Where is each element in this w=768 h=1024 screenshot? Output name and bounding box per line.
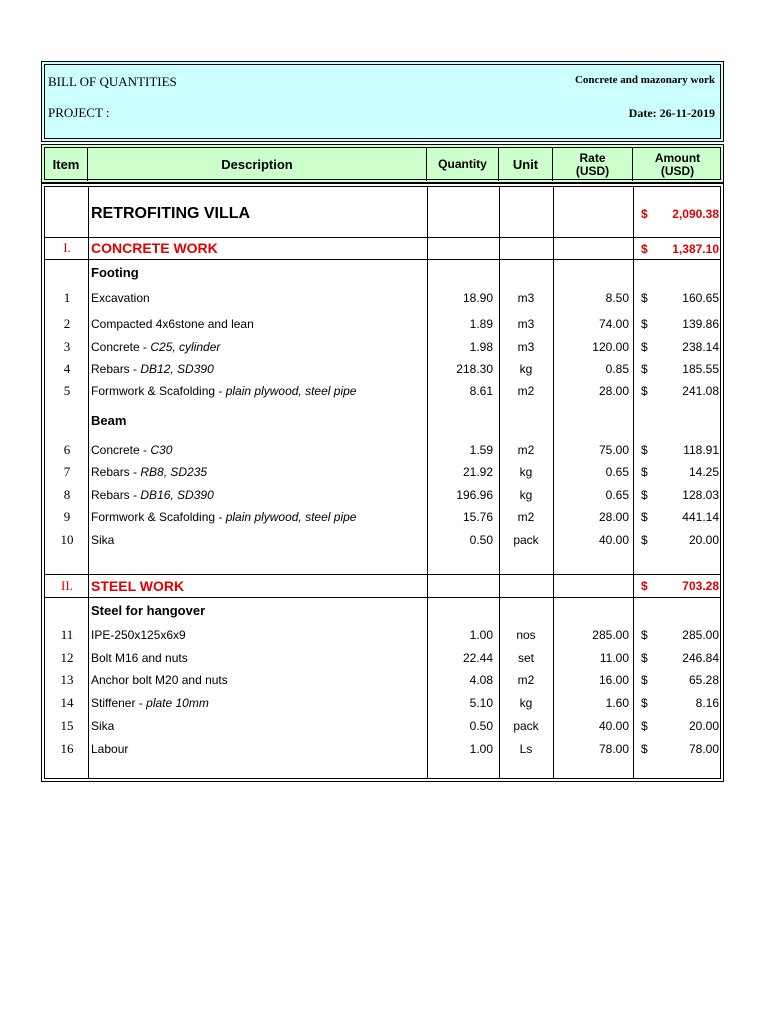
item-amount: 246.84 (682, 651, 719, 665)
col-amount (633, 148, 722, 181)
item-desc-text: Sika (91, 719, 115, 733)
column-header-row (41, 144, 724, 183)
item-quantity: 18.90 (462, 291, 493, 305)
col-unit: Unit (499, 148, 553, 181)
item-description (91, 443, 172, 457)
item-amount: 20.00 (688, 533, 719, 547)
item-description (91, 488, 214, 502)
item-number: 14 (60, 695, 74, 710)
project-amount: 2,090.38 (672, 207, 719, 221)
item-desc-spec: C30 (150, 443, 173, 457)
item-description (91, 384, 356, 398)
item-unit: nos (516, 628, 536, 642)
item-unit: kg (519, 465, 533, 479)
item-rate: 74.00 (598, 317, 629, 331)
section-numeral: I. (63, 240, 71, 255)
section-title: CONCRETE WORK (91, 240, 218, 256)
item-unit: m2 (517, 510, 535, 524)
item-quantity: 1.89 (469, 317, 493, 331)
item-rate: 0.65 (605, 465, 629, 479)
item-desc-text: Excavation (91, 291, 150, 305)
item-quantity: 21.92 (462, 465, 493, 479)
item-currency: $ (641, 719, 648, 733)
item-currency: $ (641, 673, 648, 687)
project-currency: $ (641, 207, 648, 221)
item-description (91, 651, 188, 665)
item-currency: $ (641, 510, 648, 524)
item-amount: 238.14 (682, 340, 719, 354)
item-number: 12 (60, 650, 74, 665)
item-unit: m2 (517, 443, 535, 457)
item-rate: 40.00 (598, 533, 629, 547)
item-currency: $ (641, 465, 648, 479)
item-desc-text: IPE-250x125x6x9 (91, 628, 186, 642)
item-number: 1 (63, 290, 71, 305)
item-rate: 28.00 (598, 384, 629, 398)
item-description (91, 719, 114, 733)
item-currency: $ (641, 384, 648, 398)
work-type: Concrete and mazonary work (574, 74, 715, 86)
item-desc-spec: plain plywood, steel pipe (225, 510, 357, 524)
item-number: 7 (63, 464, 71, 479)
item-rate: 11.00 (599, 651, 629, 665)
item-desc-text: Rebars - (91, 488, 141, 502)
section-numeral: II. (61, 578, 73, 593)
item-currency: $ (641, 628, 648, 642)
item-number: 9 (63, 509, 71, 524)
item-quantity: 1.98 (469, 340, 493, 354)
table-body (41, 183, 724, 782)
item-number: 13 (60, 672, 74, 687)
item-unit: m3 (517, 317, 535, 331)
item-number: 10 (60, 532, 74, 547)
col-item: Item (45, 148, 88, 181)
item-quantity: 218.30 (456, 362, 493, 376)
item-number: 8 (63, 487, 71, 502)
item-desc-spec: C25, cylinder (150, 340, 221, 354)
item-description (91, 340, 220, 354)
item-unit: kg (519, 696, 533, 710)
item-rate: 28.00 (598, 510, 629, 524)
item-unit: m2 (517, 384, 535, 398)
item-rate: 16.00 (598, 673, 629, 687)
item-desc-text: Sika (91, 533, 115, 547)
item-description (91, 628, 186, 642)
item-rate: 0.65 (605, 488, 629, 502)
item-amount: 241.08 (682, 384, 719, 398)
item-description (91, 362, 214, 376)
item-unit: kg (519, 488, 533, 502)
item-currency: $ (641, 362, 648, 376)
item-currency: $ (641, 533, 648, 547)
item-unit: pack (513, 719, 539, 733)
item-rate: 78.00 (598, 742, 629, 756)
item-rate: 120.00 (592, 340, 629, 354)
item-description (91, 465, 207, 479)
item-amount: 160.65 (682, 291, 719, 305)
item-unit: set (517, 651, 534, 665)
item-desc-spec: DB16, SD390 (140, 488, 214, 502)
item-desc-text: Stiffener - (91, 696, 147, 710)
item-desc-spec: plain plywood, steel pipe (225, 384, 357, 398)
item-description (91, 533, 114, 547)
section-amount: 703.28 (682, 579, 719, 593)
item-desc-text: Formwork & Scafolding - (91, 384, 226, 398)
item-currency: $ (641, 291, 648, 305)
item-desc-text: Bolt M16 and nuts (91, 651, 188, 665)
item-amount: 78.00 (688, 742, 719, 756)
item-rate: 285.00 (592, 628, 629, 642)
item-amount: 441.14 (682, 510, 719, 524)
item-quantity: 0.50 (469, 719, 493, 733)
col-rate (553, 148, 633, 181)
item-description (91, 673, 228, 687)
item-currency: $ (641, 340, 648, 354)
item-desc-text: Compacted 4x6stone and lean (91, 317, 254, 331)
item-unit: kg (519, 362, 533, 376)
item-desc-spec: DB12, SD390 (140, 362, 214, 376)
item-number: 15 (60, 718, 74, 733)
col-quantity: Quantity (427, 148, 499, 181)
item-unit: m3 (517, 340, 535, 354)
item-currency: $ (641, 443, 648, 457)
item-rate: 75.00 (598, 443, 629, 457)
subhead-beam: Beam (91, 413, 127, 428)
item-description (91, 696, 209, 710)
col-description: Description (88, 148, 427, 181)
item-amount: 185.55 (682, 362, 719, 376)
item-amount: 118.91 (683, 443, 719, 457)
item-desc-text: Concrete - (91, 443, 151, 457)
item-amount: 8.16 (695, 696, 719, 710)
item-quantity: 15.76 (462, 510, 493, 524)
item-desc-spec: plate 10mm (146, 696, 209, 710)
item-desc-text: Concrete - (91, 340, 151, 354)
item-amount: 285.00 (682, 628, 719, 642)
item-rate: 0.85 (605, 362, 629, 376)
item-amount: 128.03 (682, 488, 719, 502)
item-number: 16 (60, 741, 74, 756)
item-desc-text: Rebars - (91, 362, 141, 376)
item-rate: 1.60 (605, 696, 629, 710)
item-description (91, 317, 254, 331)
item-currency: $ (641, 317, 648, 331)
item-rate: 40.00 (598, 719, 629, 733)
item-quantity: 8.61 (469, 384, 493, 398)
item-quantity: 1.00 (469, 628, 493, 642)
item-desc-text: Labour (91, 742, 129, 756)
item-desc-text: Rebars - (91, 465, 141, 479)
item-number: 6 (63, 442, 71, 457)
header-panel (41, 61, 724, 142)
item-desc-text: Anchor bolt M20 and nuts (91, 673, 228, 687)
item-quantity: 1.00 (469, 742, 493, 756)
project-name: RETROFITING VILLA (91, 205, 251, 222)
item-currency: $ (641, 488, 648, 502)
item-quantity: 5.10 (469, 696, 493, 710)
item-currency: $ (641, 651, 648, 665)
item-amount: 65.28 (688, 673, 719, 687)
section-title: STEEL WORK (91, 578, 185, 594)
item-unit: m2 (517, 673, 535, 687)
project-label: PROJECT : (48, 105, 110, 120)
section-currency: $ (641, 242, 648, 256)
item-number: 3 (63, 339, 71, 354)
item-number: 5 (63, 383, 71, 398)
item-amount: 14.25 (688, 465, 719, 479)
item-quantity: 196.96 (456, 488, 493, 502)
item-amount: 20.00 (688, 719, 719, 733)
item-number: 11 (60, 627, 74, 642)
col-rate-unit: (USD) (575, 163, 610, 178)
item-quantity: 1.59 (469, 443, 493, 457)
item-desc-text: Formwork & Scafolding - (91, 510, 226, 524)
item-rate: 8.50 (605, 291, 629, 305)
item-description (91, 510, 356, 524)
section-currency: $ (641, 579, 648, 593)
item-number: 4 (63, 361, 71, 376)
item-quantity: 22.44 (462, 651, 493, 665)
item-desc-spec: RB8, SD235 (140, 465, 208, 479)
item-unit: Ls (519, 742, 533, 756)
item-number: 2 (63, 316, 71, 331)
item-quantity: 0.50 (469, 533, 493, 547)
item-description (91, 742, 128, 756)
document-title: BILL OF QUANTITIES (48, 74, 177, 89)
section-amount: 1,387.10 (672, 242, 719, 256)
col-rate-label: Rate (579, 150, 606, 165)
col-amount-label: Amount (654, 150, 701, 165)
item-quantity: 4.08 (469, 673, 493, 687)
item-unit: m3 (517, 291, 535, 305)
item-currency: $ (641, 696, 648, 710)
item-amount: 139.86 (682, 317, 719, 331)
col-amount-unit: (USD) (660, 163, 695, 178)
item-currency: $ (641, 742, 648, 756)
item-description (91, 291, 150, 305)
item-unit: pack (513, 533, 539, 547)
document-date: Date: 26-11-2019 (628, 106, 715, 120)
subhead-footing: Footing (91, 265, 139, 280)
subhead-steel-hangover: Steel for hangover (91, 603, 206, 618)
